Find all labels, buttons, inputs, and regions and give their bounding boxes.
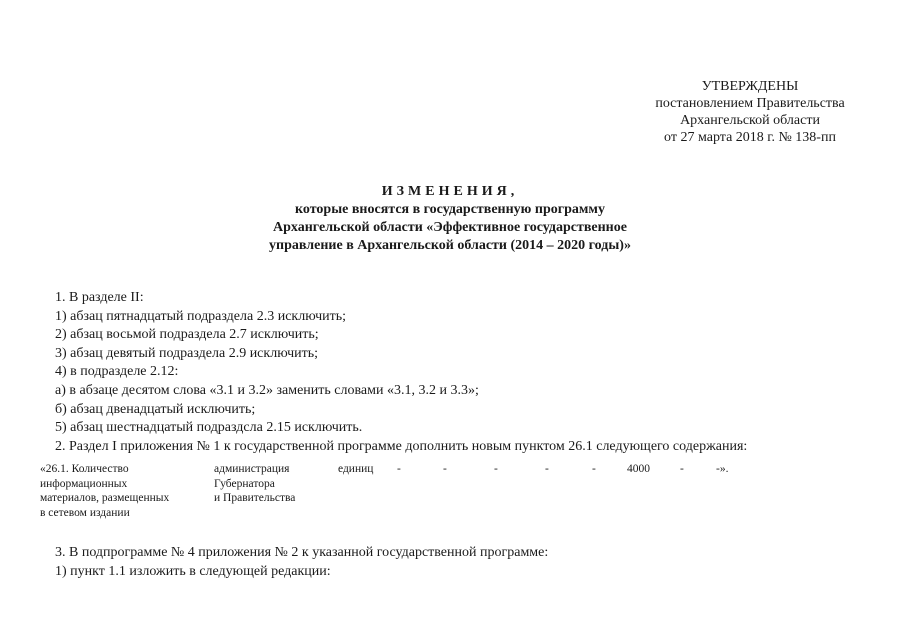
- approval-line: Архангельской области: [680, 113, 820, 128]
- heading-line: Архангельской области «Эффективное государственное: [273, 220, 627, 235]
- list-item: 3. В подпрограмме № 4 приложения № 2 к указанной государственной программе:: [55, 545, 549, 560]
- table-cell-value: -: [592, 463, 596, 475]
- table-cell-value: -: [545, 463, 549, 475]
- approval-line: постановлением Правительства: [655, 96, 845, 111]
- heading-line: которые вносятся в государственную программу: [295, 202, 605, 217]
- table-cell-value: -: [397, 463, 401, 475]
- document-heading: [200, 183, 700, 255]
- table-cell-unit: единиц: [338, 463, 374, 475]
- table-cell-value: -: [443, 463, 447, 475]
- table-cell-value: -».: [716, 463, 729, 475]
- table-cell-value: -: [494, 463, 498, 475]
- table-cell-indicator: «26.1. Количество информационных материалов, размещенных в сетевом издании: [40, 463, 170, 519]
- approval-title: УТВЕРЖДЕНЫ: [701, 79, 799, 94]
- list-item: б) абзац двенадцатый исключить;: [55, 401, 256, 417]
- list-item: а) в абзаце десятом слова «3.1 и 3.2» заменить словами «3.1, 3.2 и 3.3»;: [55, 382, 479, 398]
- list-item: 1) пункт 1.1 изложить в следующей редакции:: [55, 563, 331, 579]
- list-item: 4) в подразделе 2.12:: [55, 364, 179, 380]
- amendment-list-continued: [55, 544, 875, 581]
- list-item: 1. В разделе II:: [55, 290, 144, 305]
- list-item: 1) абзац пятнадцатый подраздела 2.3 исключить;: [55, 308, 347, 324]
- heading-line: управление в Архангельской области (2014 – 2020 годы)»: [269, 238, 631, 253]
- list-item: 2) абзац восьмой подраздела 2.7 исключить;: [55, 327, 319, 343]
- list-item: 2. Раздел I приложения № 1 к государственной программе дополнить новым пунктом 26.1 следующего содержания:: [55, 438, 748, 454]
- table-cell-value: 4000: [627, 463, 650, 475]
- approval-block: [600, 78, 900, 146]
- list-item: 5) абзац шестнадцатый подраздсла 2.15 исключить.: [55, 420, 363, 436]
- table-cell-value: -: [680, 463, 684, 475]
- approval-date: от 27 марта 2018 г. № 138-пп: [664, 130, 836, 145]
- heading-title: ИЗМЕНЕНИЯ,: [381, 184, 519, 199]
- amendment-list: [55, 289, 875, 456]
- list-item: 3) абзац девятый подраздела 2.9 исключить;: [55, 345, 319, 361]
- table-cell-executor: администрация Губернатора и Правительства: [214, 463, 296, 504]
